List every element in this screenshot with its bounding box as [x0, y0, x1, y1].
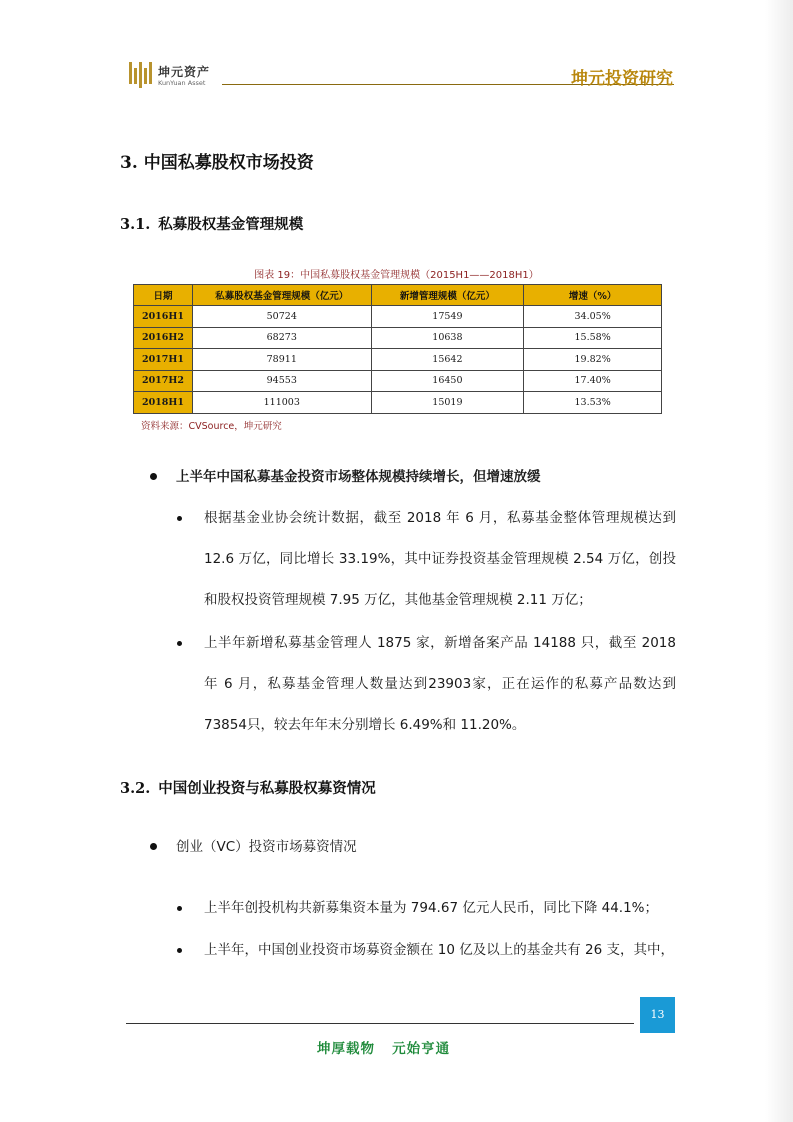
table-cell: 111003	[192, 392, 371, 414]
bullet-heading: 创业（VC）投资市场募资情况	[176, 839, 357, 855]
page-edge-shadow	[765, 0, 793, 1122]
bullet-paragraph: 上半年新增私募基金管理人 1875 家，新增备案产品 14188 只，截至 2018 年 6 月，私募基金管理人数量达到23903家，正在运作的私募产品数达到73854只，较去年年末分别增长 6.49%和 11.20%。	[204, 635, 676, 733]
subsection-title: 私募股权基金管理规模	[158, 217, 304, 233]
table-cell: 13.53%	[524, 392, 662, 414]
table-cell: 2017H1	[134, 349, 193, 371]
table-cell: 2016H2	[134, 327, 193, 349]
table-cell: 17.40%	[524, 370, 662, 392]
column-header: 增速（%）	[524, 285, 662, 306]
bullet-paragraph: 上半年，中国创业投资市场募资金额在 10 亿及以上的基金共有 26 支，其中，	[204, 942, 675, 958]
subsection-heading-1	[120, 213, 303, 234]
table-cell: 10638	[371, 327, 524, 349]
table-cell: 68273	[192, 327, 371, 349]
footer-motto: 坤厚载物 元始亨通	[317, 1041, 451, 1057]
bullet-heading: 上半年中国私募基金投资市场整体规模持续增长，但增速放缓	[176, 469, 541, 485]
subsection-number: 3.1.	[120, 216, 151, 233]
section-title: 中国私募股权市场投资	[143, 153, 314, 173]
column-header: 新增管理规模（亿元）	[371, 285, 524, 306]
table-cell: 15019	[371, 392, 524, 414]
table-cell: 15.58%	[524, 327, 662, 349]
table-cell: 78911	[192, 349, 371, 371]
table-row	[134, 349, 662, 371]
section-number: 3.	[120, 153, 138, 173]
table-cell: 15642	[371, 349, 524, 371]
subsection-number: 3.2.	[120, 780, 151, 797]
page-number: 13	[640, 997, 675, 1033]
bullet-dot-icon	[150, 843, 157, 850]
subsection-heading-2	[120, 777, 376, 798]
table-source-note: 资料来源：CVSource，坤元研究	[141, 421, 282, 432]
section-heading	[120, 148, 314, 173]
table-row	[134, 370, 662, 392]
bullet-paragraph: 根据基金业协会统计数据，截至 2018 年 6 月，私募基金整体管理规模达到 12.6 万亿，同比增长 33.19%，其中证券投资基金管理规模 2.54 万亿，创投和股权投资管理规模 7.95 万亿，其他基金管理规模 2.11 万亿；	[204, 510, 676, 608]
bullet-dot-icon	[177, 641, 182, 646]
header-title: 坤元投资研究	[571, 69, 673, 89]
table-header-row	[134, 285, 662, 306]
bullet-dot-icon	[177, 516, 182, 521]
table-cell: 94553	[192, 370, 371, 392]
bullet-dot-icon	[150, 473, 157, 480]
bullet-dot-icon	[177, 948, 182, 953]
data-table	[133, 284, 662, 414]
table-cell: 2018H1	[134, 392, 193, 414]
table-row	[134, 392, 662, 414]
table-cell: 50724	[192, 306, 371, 328]
table-cell: 16450	[371, 370, 524, 392]
footer-divider	[126, 1023, 634, 1024]
logo-english-name: KunYuan Asset	[158, 79, 206, 87]
table-cell: 34.05%	[524, 306, 662, 328]
column-header: 私募股权基金管理规模（亿元）	[192, 285, 371, 306]
logo-mark-icon	[127, 60, 153, 90]
table-cell: 2016H1	[134, 306, 193, 328]
column-header: 日期	[134, 285, 193, 306]
bullet-paragraph: 上半年创投机构共新募集资本量为 794.67 亿元人民币，同比下降 44.1%；	[204, 900, 658, 916]
table-cell: 17549	[371, 306, 524, 328]
table-row	[134, 327, 662, 349]
kunyuan-logo	[127, 60, 227, 94]
table-cell: 19.82%	[524, 349, 662, 371]
bullet-dot-icon	[177, 906, 182, 911]
subsection-title: 中国创业投资与私募股权募资情况	[158, 781, 376, 797]
table-caption: 图表 19：中国私募股权基金管理规模（2015H1——2018H1）	[254, 270, 539, 281]
logo-chinese-name: 坤元资产	[158, 65, 211, 79]
table-cell: 2017H2	[134, 370, 193, 392]
table-row	[134, 306, 662, 328]
